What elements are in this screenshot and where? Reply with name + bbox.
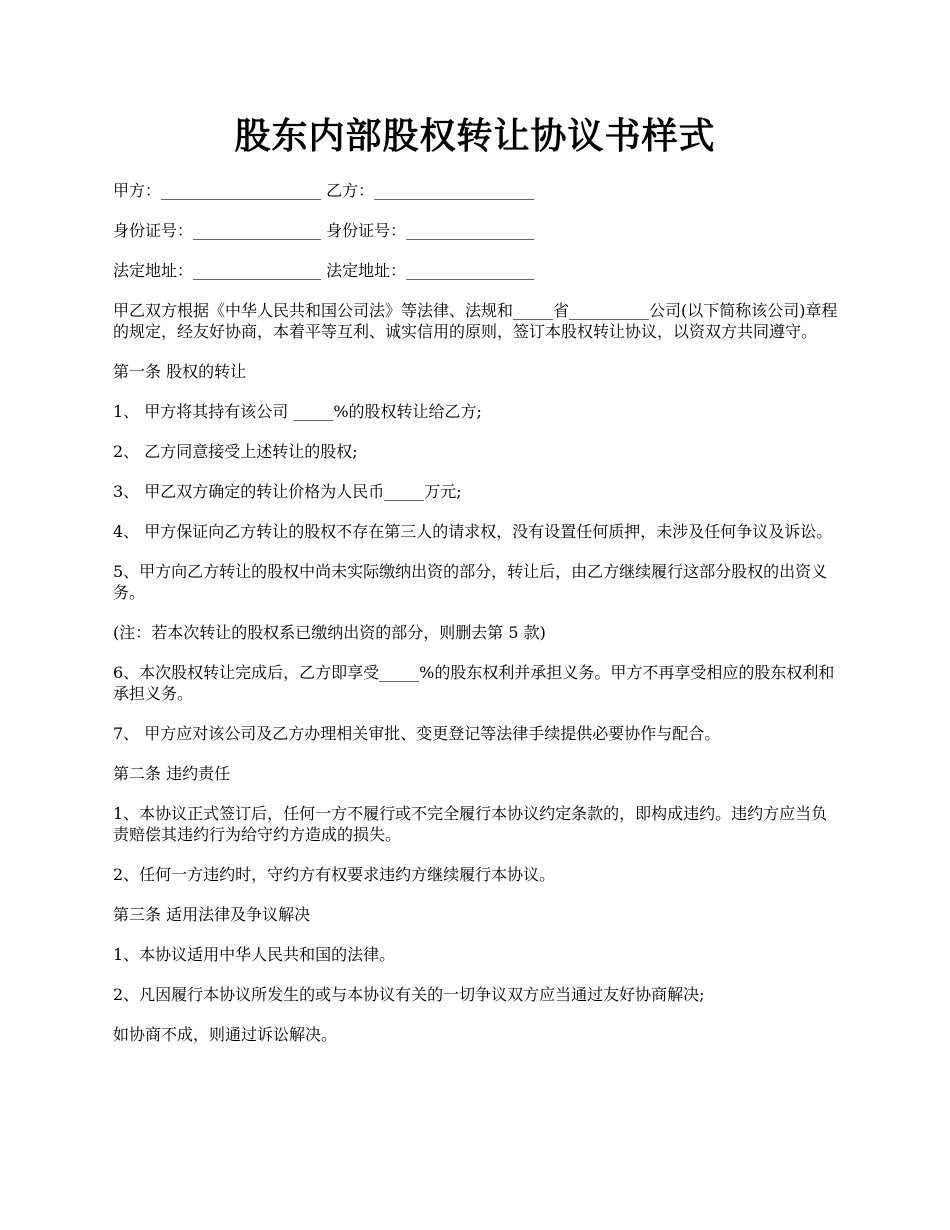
party-names-line: 甲方：____________________ 乙方：____________________: [113, 181, 535, 200]
article-1-clause-3: 3、 甲乙双方确定的转让价格为人民币_____万元;: [113, 482, 462, 501]
article-2-clause-2: 2、任何一方违约时，守约方有权要求违约方继续履行本协议。: [113, 865, 556, 884]
legal-address-line: 法定地址：________________ 法定地址：________________: [113, 261, 535, 280]
article-1-clause-2: 2、 乙方同意接受上述转让的股权;: [113, 442, 358, 461]
article-1-clause-7: 7、 甲方应对该公司及乙方办理相关审批、变更登记等法律手续提供必要协作与配合。: [113, 724, 721, 743]
article-1-heading: 第一条 股权的转让: [113, 362, 247, 381]
article-1-clause-5: 5、甲方向乙方转让的股权中尚未实际缴纳出资的部分，转让后，由乙方继续履行这部分股权的出资义务。: [113, 562, 828, 602]
article-1-clause-6: 6、本次股权转让完成后，乙方即享受_____%的股东权利并承担义务。甲方不再享受相应的股东权利和承担义务。: [113, 663, 835, 703]
article-3-heading: 第三条 适用法律及争议解决: [113, 905, 311, 924]
article-3-clause-2-continued: 如协商不成，则通过诉讼解决。: [113, 1025, 338, 1044]
article-1-clause-1: 1、 甲方将其持有该公司 _____%的股权转让给乙方;: [113, 402, 482, 421]
article-2-clause-1: 1、本协议正式签订后，任何一方不履行或不完全履行本协议约定条款的，即构成违约。违约方应当负责赔偿其违约行为给守约方造成的损失。: [113, 804, 828, 844]
article-1-note: (注：若本次转让的股权系已缴纳出资的部分，则删去第 5 款): [113, 623, 546, 642]
id-number-line: 身份证号：________________ 身份证号：________________: [113, 221, 535, 240]
article-3-clause-2: 2、凡因履行本协议所发生的或与本协议有关的一切争议双方应当通过友好协商解决;: [113, 985, 705, 1004]
article-2-heading: 第二条 违约责任: [113, 764, 231, 783]
article-1-clause-4: 4、 甲方保证向乙方转让的股权不存在第三人的请求权，没有设置任何质押，未涉及任何争议及诉讼。: [113, 522, 833, 541]
preamble-paragraph: 甲乙双方根据《中华人民共和国公司法》等法律、法规和_____省__________公司(以下简称该公司)章程的规定，经友好协商，本着平等互利、诚实信用的原则，签订本股权转让协议，以资双方共同遵守。: [113, 301, 838, 341]
document-body: [113, 180, 839, 1064]
article-3-clause-1: 1、本协议适用中华人民共和国的法律。: [113, 945, 396, 964]
document-title: 股东内部股权转让协议书样式: [234, 115, 716, 157]
